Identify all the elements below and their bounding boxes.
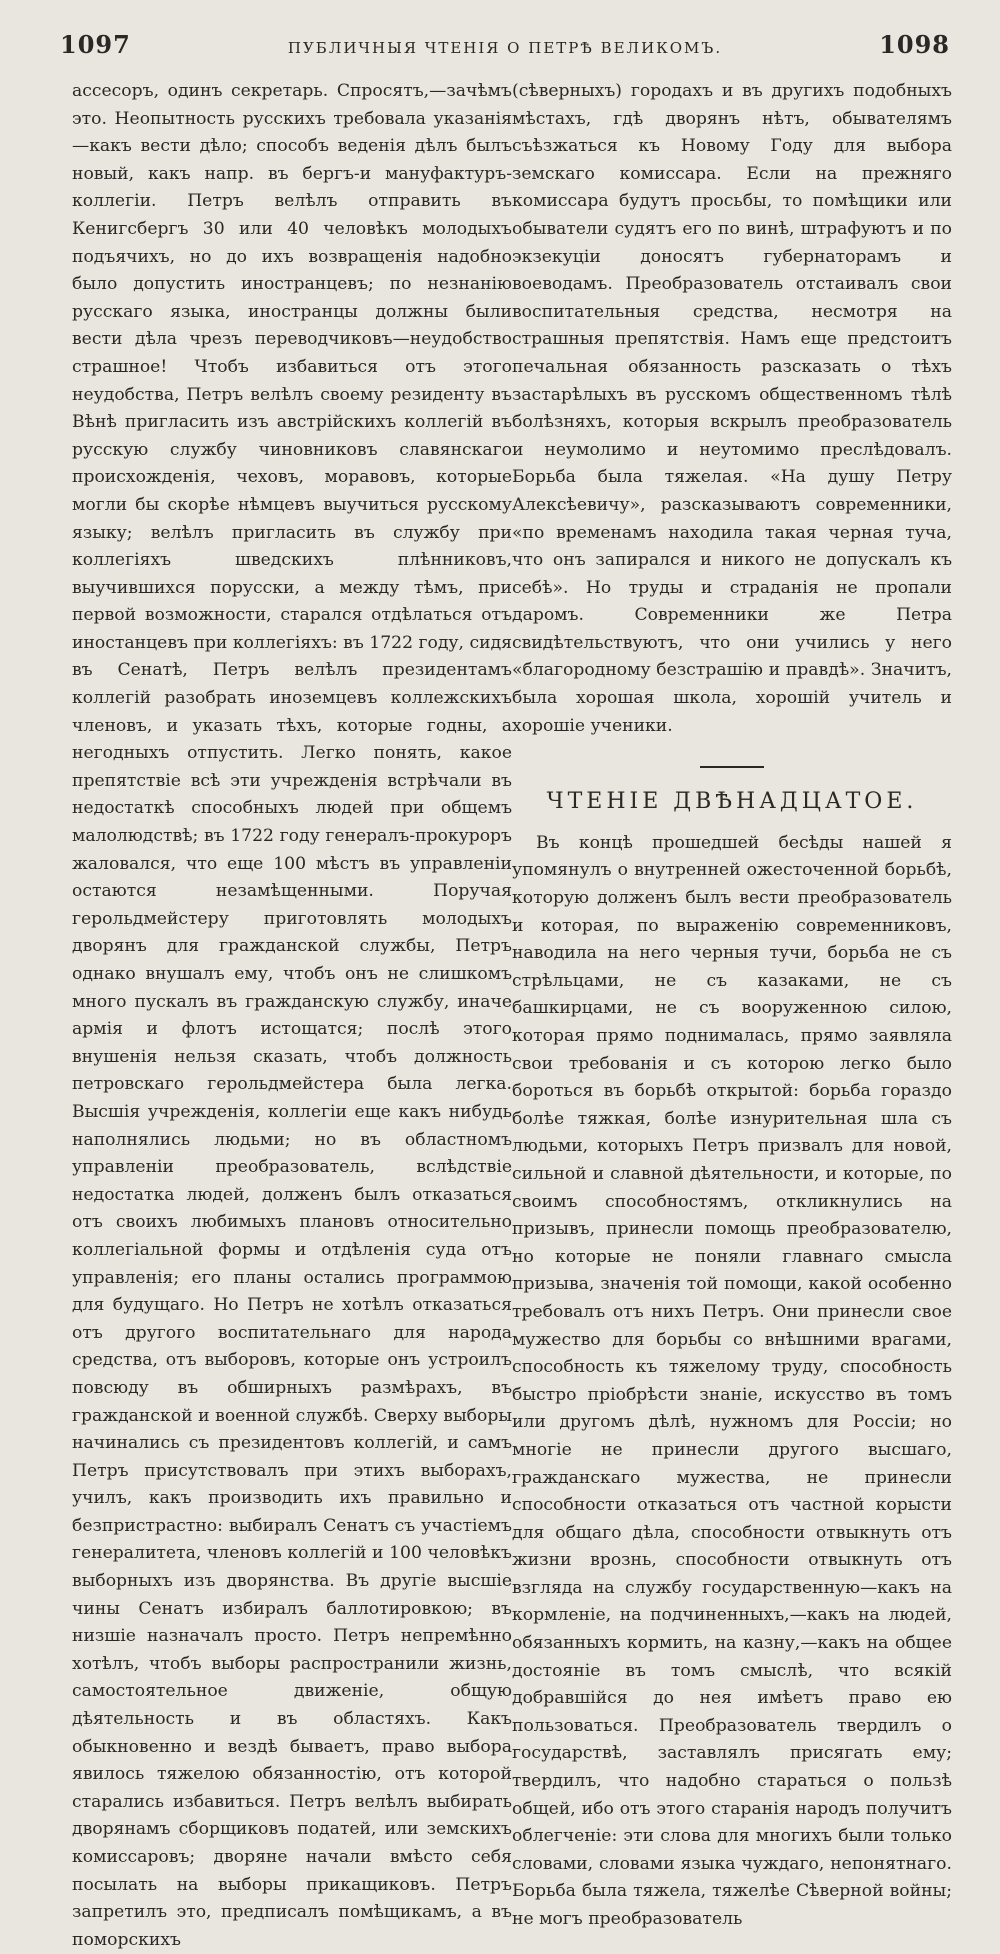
right-column-continuation: (сѣверныхъ) городахъ и въ другихъ подобныхъ мѣстахъ, гдѣ дворянъ нѣтъ, обывателямъ съѣзжаться къ Новому Году для выбора земскаго комиссара. Если на прежняго комиссара будутъ просьбы, то помѣщики или обыватели судятъ его по винѣ, штрафуютъ и по экзекуціи доносятъ губернаторамъ и воеводамъ. Преобразователь отстаивалъ свои воспитательныя средства, несмотря на страшныя препятствія. Намъ еще предстоитъ печальная обязанность разсказать о тѣхъ застарѣлыхъ въ русскомъ общественномъ тѣлѣ болѣзняхъ, которыя вскрылъ преобразователь и неумолимо и неутомимо преслѣдовалъ. Борьба была тяжелая. «На душу Петру Алексѣевичу», разсказываютъ современники, «по временамъ находила такая черная туча, что онъ запирался и никого не допускалъ къ себѣ». Но труды и страданія не пропали даромъ. Современники же Петра свидѣтельствуютъ, что они учились у него «благородному безстрашію и правдѣ». Значитъ, была хорошая школа, хорошій учитель и хорошіе ученики. xyxy=(512,81,952,736)
right-column xyxy=(512,78,952,1934)
section-divider xyxy=(700,766,764,768)
left-column-text: ассесоръ, одинъ секретарь. Спросятъ,—зачѣмъ это. Неопытность русскихъ требовала указанія—какъ вести дѣло; способъ веденія дѣлъ былъ новый, какъ напр. въ бергъ-и мануфактуръ-коллегіи. Петръ велѣлъ отправить въ Кенигсбергъ 30 или 40 человѣкъ молодыхъ подъячихъ, но до ихъ возвращенія надобно было допустить иностранцевъ; по незнанію русскаго языка, иностранцы должны были вести дѣла чрезъ переводчиковъ—неудобство страшное! Чтобъ избавиться отъ этого неудобства, Петръ велѣлъ своему резиденту въ Вѣнѣ пригласить изъ австрійскихъ коллегій въ русскую службу чиновниковъ славянскаго происхожденія, чеховъ, моравовъ, которые могли бы скорѣе нѣмцевъ выучиться русскому языку; велѣлъ пригласить въ службу при коллегіяхъ шведскихъ плѣнниковъ, выучившихся порусски, а между тѣмъ, при первой возможности, старался отдѣлаться отъ иностанцевъ при коллегіяхъ: въ 1722 году, сидя въ Сенатѣ, Петръ велѣлъ президентамъ коллегій разобрать иноземцевъ коллежскихъ членовъ, и указать тѣхъ, которые годны, а негодныхъ отпустить. Легко понять, какое препятствіе всѣ эти учрежденія встрѣчали въ недостаткѣ способныхъ людей при общемъ малолюдствѣ; въ 1722 году генералъ-прокуроръ жаловался, что еще 100 мѣстъ въ управленіи остаются незамѣщенными. Поручая герольдмейстеру приготовлять молодыхъ дворянъ для гражданской службы, Петръ однако внушалъ ему, чтобъ онъ не слишкомъ много пускалъ въ гражданскую службу, иначе армія и флотъ истощатся; послѣ этого внушенія нельзя сказать, чтобъ должность петровскаго герольдмейстера была легка. Высшія учрежденія, коллегіи еще какъ нибудь наполнялись людьми; но въ областномъ управленіи преобразователь, вслѣдствіе недостатка людей, долженъ былъ отказаться отъ своихъ любимыхъ плановъ относительно коллегіальной формы и отдѣленія суда отъ управленія; его планы остались программою для будущаго. Но Петръ не хотѣлъ отказаться отъ другого воспитательнаго для народа средства, отъ выборовъ, которые онъ устроилъ повсюду въ обширныхъ размѣрахъ, въ гражданской и военной службѣ. Сверху выборы начинались съ президентовъ коллегій, и самъ Петръ присутствовалъ при этихъ выборахъ, училъ, какъ производить ихъ правильно и безпристрастно: выбиралъ Сенатъ съ участіемъ генералитета, членовъ коллегій и 100 человѣкъ выборныхъ изъ дворянства. Въ другіе высшіе чины Сенатъ избиралъ баллотировкою; въ низшіе назначалъ просто. Петръ непремѣнно хотѣлъ, чтобъ выборы распространили жизнь, самостоятельное движеніе, общую дѣятельность и въ областяхъ. Какъ обыкновенно и вездѣ бываетъ, право выбора явилось тяжелою обязанностію, отъ которой старались избавиться. Петръ велѣлъ выбирать дворянамъ сборщиковъ податей, или земскихъ комиссаровъ; дворяне начали вмѣсто себя посылать на выборы прикащиковъ. Петръ запретилъ это, предписалъ помѣщикамъ, а въ поморскихъ xyxy=(72,81,512,1950)
page-number-left: 1097 xyxy=(60,30,131,59)
section-text: Въ концѣ прошедшей бесѣды нашей я упомянулъ о внутренней ожесточенной борьбѣ, которую долженъ былъ вести преобразователь и которая, по выраженію современниковъ, наводила на него черныя тучи, борьба не съ стрѣльцами, не съ казаками, не съ башкирцами, не съ вооруженною силою, которая прямо поднималась, прямо заявляла свои требованія и съ которою легко было бороться въ борьбѣ открытой: борьба гораздо болѣе тяжкая, болѣе изнурительная шла съ людьми, которыхъ Петръ призвалъ для новой, сильной и славной дѣятельности, и которые, по своимъ способностямъ, откликнулись на призывъ, принесли помощь преобразователю, но которые не поняли главнаго смысла призыва, значенія той помощи, какой особенно требовалъ отъ нихъ Петръ. Они принесли свое мужество для борьбы со внѣшними врагами, способность къ тяжелому труду, способность быстро пріобрѣсти знаніе, искусство въ томъ или другомъ дѣлѣ, нужномъ для Россіи; но многіе не принесли другого высшаго, гражданскаго мужества, не принесли способности отказаться отъ частной корысти для общаго дѣла, способности отвыкнуть отъ жизни врознь, способности отвыкнуть отъ взгляда на службу государственную—какъ на кормленіе, на подчиненныхъ,—какъ на людей, обязанныхъ кормить, на казну,—какъ на общее достояніе въ томъ смыслѣ, что всякій добравшійся до нея имѣетъ право ею пользоваться. Преобразователь твердилъ о государствѣ, заставлялъ присягать ему; твердилъ, что надобно стараться о пользѣ общей, ибо отъ этого старанія народъ получитъ облегченіе: эти слова для многихъ были только словами, словами языка чуждаго, непонятнаго. Борьба была тяжела, тяжелѣе Сѣверной войны; не могъ преобразователь xyxy=(512,832,952,1929)
page-number-right: 1098 xyxy=(879,30,950,59)
section-title: ЧТЕНІЕ ДВѢНАДЦАТОЕ. xyxy=(546,789,918,815)
running-title: ПУБЛИЧНЫЯ ЧТЕНІЯ О ПЕТРѢ ВЕЛИКОМЪ. xyxy=(287,39,723,57)
page-header xyxy=(60,30,950,60)
left-column xyxy=(72,78,512,1954)
